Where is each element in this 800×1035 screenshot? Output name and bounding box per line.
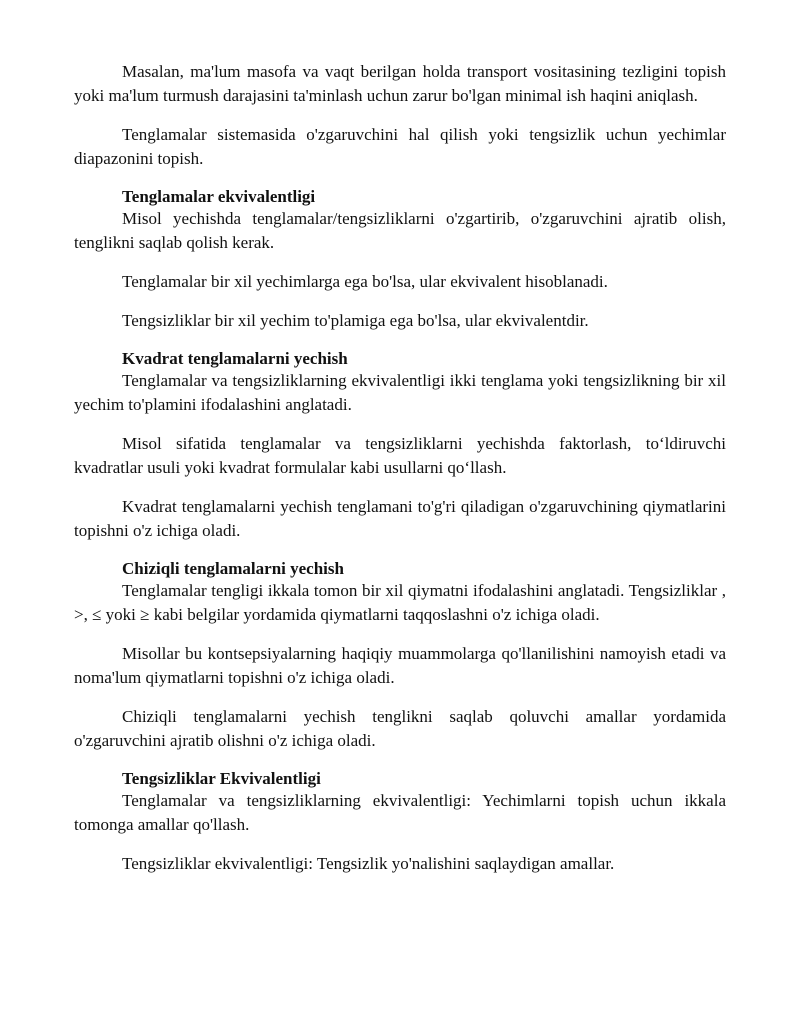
section-paragraph: Misollar bu kontsepsiyalarning haqiqiy muammolarga qo'llanilishini namoyish etadi va noma'lum qiymatlarni topishni o'z ichiga oladi.: [74, 644, 726, 687]
section-kvadrat-tenglamalar: [74, 348, 726, 543]
section-paragraph: Kvadrat tenglamalarni yechish tenglamani to'g'ri qiladigan o'zgaruvchining qiymatlarini topishni o'z ichiga oladi.: [74, 497, 726, 540]
section-tenglamalar-ekvivalentligi: [74, 186, 726, 333]
section-tengsizliklar-ekvivalentligi: [74, 768, 726, 876]
section-heading: Chiziqli tenglamalarni yechish: [122, 559, 344, 578]
section-paragraph: Tengsizliklar bir xil yechim to'plamiga ega bo'lsa, ular ekvivalentdir.: [122, 311, 589, 330]
section-paragraph: Tenglamalar bir xil yechimlarga ega bo'lsa, ular ekvivalent hisoblanadi.: [122, 272, 608, 291]
section-chiziqli-tenglamalar: [74, 558, 726, 753]
intro-paragraph-1: Masalan, ma'lum masofa va vaqt berilgan holda transport vositasining tezligini topish yoki ma'lum turmush darajasini ta'minlash uchun zarur bo'lgan minimal ish haqini aniqlash.: [74, 62, 726, 105]
section-paragraph: Tenglamalar va tengsizliklarning ekvivalentligi ikki tenglama yoki tengsizlikning bir xil yechim to'plamini ifodalashini anglatadi.: [74, 371, 726, 414]
section-heading: Tenglamalar ekvivalentligi: [122, 187, 316, 206]
section-paragraph: Chiziqli tenglamalarni yechish tenglikni saqlab qoluvchi amallar yordamida o'zgaruvchini ajratib olishni o'z ichiga oladi.: [74, 707, 726, 750]
section-paragraph: Tengsizliklar ekvivalentligi: Tengsizlik yo'nalishini saqlaydigan amallar.: [122, 854, 615, 873]
section-paragraph: Tenglamalar va tengsizliklarning ekvivalentligi: Yechimlarni topish uchun ikkala tomonga amallar qo'llash.: [74, 791, 726, 834]
section-paragraph: Tenglamalar tengligi ikkala tomon bir xil qiymatni ifodalashini anglatadi. Tengsizliklar , >, ≤ yoki ≥ kabi belgilar yordamida qiymatlarni taqqoslashni o'z ichiga oladi.: [74, 581, 726, 624]
section-paragraph: Misol yechishda tenglamalar/tengsizliklarni o'zgartirib, o'zgaruvchini ajratib olish, tenglikni saqlab qolish kerak.: [74, 209, 726, 252]
document-page: [74, 60, 726, 891]
section-paragraph: Misol sifatida tenglamalar va tengsizliklarni yechishda faktorlash, to‘ldiruvchi kvadratlar usuli yoki kvadrat formulalar kabi usullarni qo‘llash.: [74, 434, 726, 477]
intro-paragraph-2: Tenglamalar sistemasida o'zgaruvchini hal qilish yoki tengsizlik uchun yechimlar diapazonini topish.: [74, 125, 726, 168]
section-heading: Tengsizliklar Ekvivalentligi: [122, 769, 321, 788]
section-heading: Kvadrat tenglamalarni yechish: [122, 349, 348, 368]
